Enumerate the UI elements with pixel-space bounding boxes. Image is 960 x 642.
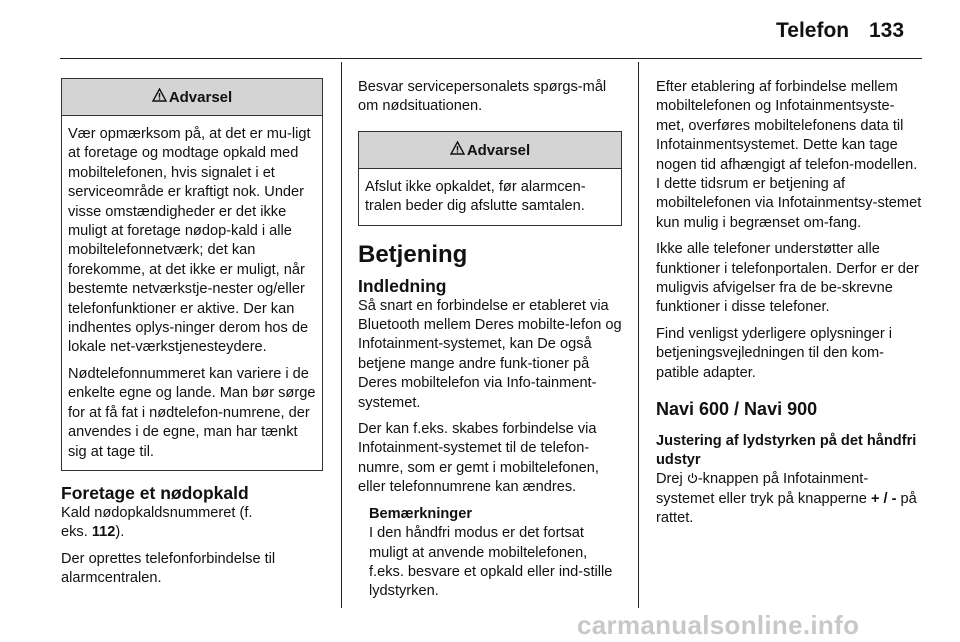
paragraph: Besvar servicepersonalets spørgs-mål om nødsituationen. <box>358 79 607 115</box>
note-label: Bemærkninger <box>369 505 472 522</box>
column-1 <box>61 78 323 596</box>
warning-box-body <box>62 116 322 470</box>
paragraph: Find venligst yderligere oplysninger i betjeningsvejledningen til den kom-patible adapter. <box>656 325 893 381</box>
warning-heading: Advarsel <box>168 89 233 106</box>
paragraph: Der kan f.eks. skabes forbindelse via Infotainment-systemet til de telefon-numre, som er gemt i mobiltelefonen, eller telefonnumrene kan ændres. <box>358 421 599 496</box>
sub-heading: Justering af lydstyrken på det håndfri udstyr <box>656 433 917 469</box>
warning-heading: Advarsel <box>466 141 531 159</box>
power-knob-icon <box>687 471 698 487</box>
warning-box-header <box>62 79 322 116</box>
column-divider <box>638 62 639 608</box>
warning-triangle-icon <box>152 79 167 115</box>
header-rule <box>60 58 922 59</box>
warning-box <box>61 78 323 471</box>
paragraph: Drej -knappen på Infotainment-systemet eller tryk på knapperne + / - på rattet. <box>656 471 917 526</box>
warning-box-body <box>359 169 621 225</box>
section-heading: Foretage et nødopkald <box>61 482 249 503</box>
main-heading: Betjening <box>358 240 468 268</box>
note-block <box>358 505 622 602</box>
page-number: 133 <box>869 19 905 42</box>
sub-heading: Indledning <box>358 275 447 296</box>
warning-triangle-icon <box>450 132 465 168</box>
warning-paragraph: Afslut ikke opkaldet, før alarmcen-tralen beder dig afslutte samtalen. <box>365 178 586 215</box>
paragraph: Kald nødopkaldsnummeret (f. eks. 112). <box>61 504 253 541</box>
note-text: I den håndfri modus er det fortsat muligt at anvende mobiltelefonen, f.eks. besvare et opkald eller ind-stille lydstyrken. <box>369 525 613 600</box>
warning-box <box>358 131 622 226</box>
column-3 <box>656 78 922 535</box>
page-title: Telefon <box>776 19 850 42</box>
paragraph: Ikke alle telefoner understøtter alle funktioner i telefonportalen. Derfor er der muligvis afvigelser fra de be-skrevne funktioner i disse telefoner. <box>656 241 919 316</box>
volume-keys: + / - <box>870 490 897 507</box>
warning-box-header <box>359 132 621 169</box>
section-heading: Navi 600 / Navi 900 <box>656 399 818 420</box>
warning-paragraph: Nødtelefonnummeret kan variere i de enkelte egne og lande. Man bør sørge for at få fat i nødtelefon-numrene, der anvendes i de egne, man har tænkt sig at tage til. <box>68 365 316 460</box>
column-divider <box>341 62 342 608</box>
paragraph: Så snart en forbindelse er etableret via Bluetooth mellem Deres mobilte-lefon og Infotainment-systemet, kan De også betjene mange andre funk-tioner på Deres mobiltelefon via Info-tainment-systemet. <box>358 297 622 411</box>
emergency-number: 112 <box>91 524 116 541</box>
paragraph: Efter etablering af forbindelse mellem mobiltelefonen og Infotainmentsyste-met, overføres mobiltelefonens data til Infotainmentsystemet. Dette kan tage nogen tid afhængigt af telefon-modellen. I dette tidsrum er betjening af mobiltelefonen via Infotainmentsy-stemet kun mulig i begrænset om-fang. <box>656 79 922 231</box>
watermark: carmanualsonline.info <box>577 610 860 640</box>
warning-paragraph: Vær opmærksom på, at det er mu-ligt at foretage og modtage opkald med mobiltelefonen, hvis signalet i et serviceområde er kraftigt nok. Under visse omstændigheder er det ikke muligt at foretage nødop-kald i alle mobiltelefonnetværk; det kan forekomme, at det ikke er muligt, når bestemte netværkstje-nester og/eller telefonfunktioner er aktive. Der kan indhentes oplys-ninger derom hos de lokale net-værkstjenesteydere. <box>68 126 311 356</box>
column-2 <box>358 78 622 602</box>
paragraph: Der oprettes telefonforbindelse til alarmcentralen. <box>61 550 276 587</box>
